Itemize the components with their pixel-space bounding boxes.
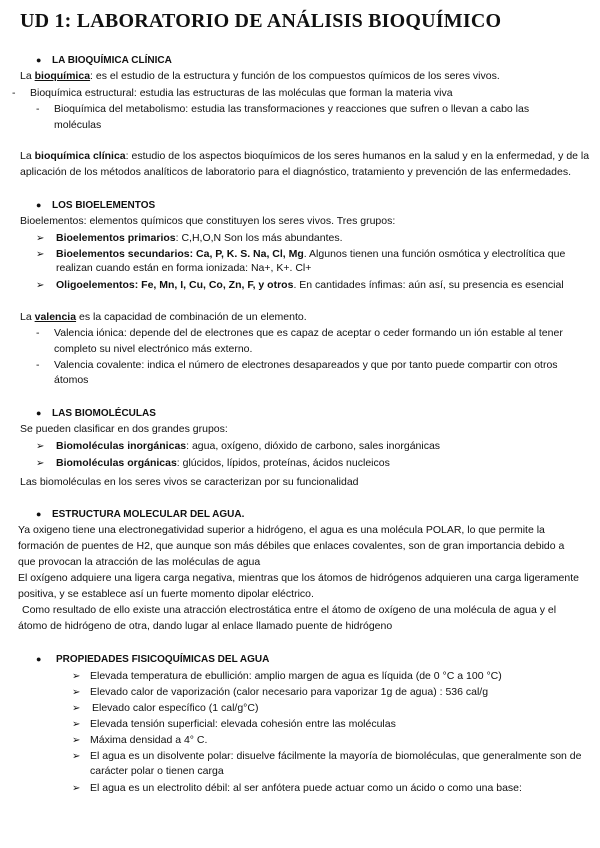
arrow-bullet-icon: ➢ [72,703,81,714]
metabolic-biochemistry: Bioquímica del metabolismo: estudia las transformaciones y reacciones que sufren o llevan a cabo las [54,103,530,115]
ionic-valence-cont: completo su nivel electrónico más externo. [54,343,253,355]
property-item: El agua es un disolvente polar: disuelve fácilmente la mayoría de biomoléculas, que generalmente son de [90,750,582,762]
structural-biochemistry: Bioquímica estructural: estudia las estructuras de las moléculas que forman la materia viva [30,87,453,99]
water-paragraph-line: positiva, y se establece así un fuerte momento dipolar eléctrico. [18,588,314,600]
clinical-biochemistry-definition-cont: aplicación de los métodos analíticos de laboratorio para el diagnóstico, tratamiento y prevención de las enfermedades. [20,166,571,178]
valence-definition: La valencia es la capacidad de combinación de un elemento. [20,311,307,323]
section-heading-propiedades-agua: PROPIEDADES FISICOQUÍMICAS DEL AGUA [56,654,270,665]
bullet-icon: ● [36,654,42,664]
arrow-bullet-icon: ➢ [72,735,81,746]
primary-bioelements: Bioelementos primarios: C,H,O,N Son los más abundantes. [56,232,343,244]
water-paragraph-line: que provocan la atracción de las moléculas de agua [18,556,261,568]
dash-icon: - [36,359,40,371]
biomoleculas-intro: Se pueden clasificar en dos grandes grupos: [20,423,228,435]
section-heading-biomoleculas: LAS BIOMOLÉCULAS [52,408,156,419]
clinical-biochemistry-definition: La bioquímica clínica: estudio de los aspectos bioquímicos de los seres humanos en la salud y en la enfermedad, y de la [20,150,590,162]
ionic-valence: Valencia iónica: depende del de electrones que es capaz de aceptar o ceder formando un ión estable al tener [54,327,563,339]
property-item: Elevado calor de vaporización (calor necesario para vaporizar 1g de agua) : 536 cal/g [90,686,489,698]
arrow-bullet-icon: ➢ [72,671,81,682]
section-heading-estructura-agua: ESTRUCTURA MOLECULAR DEL AGUA. [52,509,245,520]
arrow-bullet-icon: ➢ [36,249,45,260]
oligoelements: Oligoelementos: Fe, Mn, I, Cu, Co, Zn, F, y otros. En cantidades ínfimas: aún así, su presencia es esencial [56,279,564,291]
page-title: UD 1: LABORATORIO DE ANÁLISIS BIOQUÍMICO [20,10,502,32]
bullet-icon: ● [36,55,42,65]
covalent-valence: Valencia covalente: indica el número de electrones desapareados y que por tanto puede compartir con otros [54,359,558,371]
covalent-valence-cont: átomos [54,374,89,386]
bullet-icon: ● [36,509,42,519]
property-item: Elevada temperatura de ebullición: amplio margen de agua es líquida (de 0 °C a 100 °C) [90,670,502,682]
water-paragraph-line: átomo de hidrógeno de otra, dando lugar al enlace llamado puente de hidrógeno [18,620,393,632]
metabolic-biochemistry-cont: moléculas [54,119,102,131]
secondary-bioelements: Bioelementos secundarios: Ca, P, K. S. Na, Cl, Mg. Algunos tienen una función osmótica y electrolítica que [56,248,566,260]
property-item: Elevado calor específico (1 cal/g°C) [92,702,259,714]
bullet-icon: ● [36,408,42,418]
arrow-bullet-icon: ➢ [36,280,45,291]
organic-biomolecules: Biomoléculas orgánicas: glúcidos, lípidos, proteínas, ácidos nucleicos [56,457,390,469]
water-paragraph-line: El oxígeno adquiere una ligera carga negativa, mientras que los átomos de hidrógenos adquieren una carga ligeramente [18,572,579,584]
arrow-bullet-icon: ➢ [36,233,45,244]
section-heading-bioelementos: LOS BIOELEMENTOS [52,200,156,211]
property-item: Máxima densidad a 4° C. [90,734,208,746]
arrow-bullet-icon: ➢ [72,751,81,762]
dash-icon: - [36,327,40,339]
dash-icon: - [12,87,16,99]
bioquimica-definition: La bioquímica: es el estudio de la estructura y función de los compuestos químicos de los seres vivos. [20,70,500,82]
property-item-cont: carácter polar o tienen carga [90,765,224,777]
secondary-bioelements-cont: realizan cuando están en forma ionizada: Na+, K+. Cl+ [56,262,312,274]
inorganic-biomolecules: Biomoléculas inorgánicas: agua, oxígeno, dióxido de carbono, sales inorgánicas [56,440,441,452]
biomoleculas-note: Las biomoléculas en los seres vivos se caracterizan por su funcionalidad [20,476,359,488]
arrow-bullet-icon: ➢ [36,458,45,469]
bullet-icon: ● [36,200,42,210]
property-item: El agua es un electrolito débil: al ser anfótera puede actuar como un ácido o como una base: [90,782,522,794]
dash-icon: - [36,103,40,115]
property-item: Elevada tensión superficial: elevada cohesión entre las moléculas [90,718,396,730]
water-paragraph-line: formación de puentes de H2, que aunque son más débiles que enlaces covalentes, son de gran importancia debido a [18,540,565,552]
water-paragraph-line: Ya oxigeno tiene una electronegatividad superior a hidrógeno, el agua es una molécula POLAR, lo que permite la [18,524,545,536]
arrow-bullet-icon: ➢ [72,783,81,794]
arrow-bullet-icon: ➢ [36,441,45,452]
arrow-bullet-icon: ➢ [72,719,81,730]
section-heading-bioquimica-clinica: LA BIOQUÍMICA CLÍNICA [52,55,172,66]
arrow-bullet-icon: ➢ [72,687,81,698]
water-paragraph-line: Como resultado de ello existe una atracción electrostática entre el átomo de oxígeno de una molécula de agua y el [22,604,557,616]
bioelementos-intro: Bioelementos: elementos químicos que constituyen los seres vivos. Tres grupos: [20,215,396,227]
